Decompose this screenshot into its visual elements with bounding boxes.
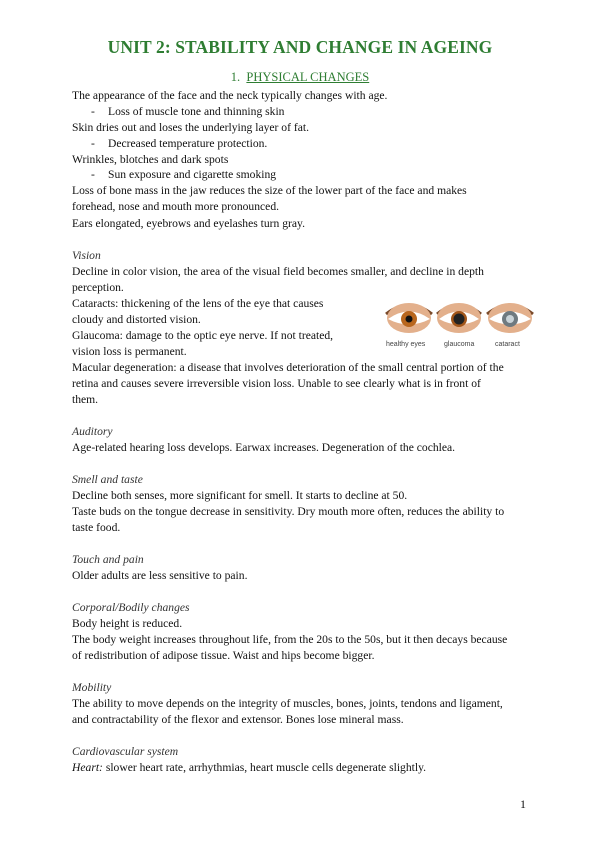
text-line: taste food. <box>72 521 121 534</box>
label-cataract: cataract <box>495 341 520 348</box>
text-line: and contractability of the flexor and extensor. Bones lose mineral mass. <box>72 713 404 726</box>
dash-glyph: - <box>91 137 95 150</box>
subheading-corporal: Corporal/Bodily changes <box>72 601 190 614</box>
text-line: The body weight increases throughout life, from the 20s to the 50s, but it then decays because <box>72 633 508 646</box>
text-line: them. <box>72 393 99 406</box>
text-line: perception. <box>72 281 124 294</box>
label-healthy-eyes: healthy eyes <box>386 341 426 348</box>
heart-text: slower heart rate, arrhythmias, heart muscle cells degenerate slightly. <box>102 761 427 774</box>
subheading-smell-taste: Smell and taste <box>72 473 143 486</box>
cataract-eye-icon <box>487 303 533 333</box>
text-line: Age-related hearing loss develops. Earwax increases. Degeneration of the cochlea. <box>72 441 456 454</box>
eyes-comparison-image <box>382 294 536 350</box>
text-line: of redistribution of adipose tissue. Waist and hips become bigger. <box>72 649 375 662</box>
label-glaucoma: glaucoma <box>444 341 475 348</box>
text-line: Decline both senses, more significant for smell. It starts to decline at 50. <box>72 489 408 502</box>
healthy-eye-icon <box>386 303 432 333</box>
text-line: Decline in color vision, the area of the visual field becomes smaller, and decline in depth <box>72 265 484 278</box>
subheading-mobility: Mobility <box>72 681 112 694</box>
text-line: Wrinkles, blotches and dark spots <box>72 153 229 166</box>
text-line: cloudy and distorted vision. <box>72 313 201 326</box>
page-title: UNIT 2: STABILITY AND CHANGE IN AGEING <box>107 37 493 57</box>
text-line: Macular degeneration: a disease that involves deterioration of the small central portion of the <box>72 361 504 374</box>
bullet-item <box>91 168 276 182</box>
bullet-item <box>91 137 267 151</box>
subheading-touch-pain: Touch and pain <box>72 553 144 566</box>
dash-glyph: - <box>91 105 95 118</box>
text-line <box>72 761 426 775</box>
bullet-text: Decreased temperature protection. <box>108 137 268 150</box>
section-label: PHYSICAL CHANGES <box>246 70 370 84</box>
page-number: 1 <box>520 797 526 811</box>
subheading-cardiovascular: Cardiovascular system <box>72 745 179 758</box>
text-line: Cataracts: thickening of the lens of the eye that causes <box>72 297 324 310</box>
text-line: Ears elongated, eyebrows and eyelashes turn gray. <box>72 217 305 230</box>
text-line: Glaucoma: damage to the optic eye nerve. If not treated, <box>72 329 334 342</box>
dash-glyph: - <box>91 168 95 181</box>
bullet-text: Sun exposure and cigarette smoking <box>108 168 277 181</box>
text-line: Taste buds on the tongue decrease in sensitivity. Dry mouth more often, reduces the ability to <box>72 505 505 518</box>
text-line: vision loss is permanent. <box>72 345 187 358</box>
text-line: Loss of bone mass in the jaw reduces the size of the lower part of the face and makes <box>72 184 467 197</box>
bullet-item <box>91 105 284 119</box>
text-line: retina and causes severe irreversible vision loss. Unable to see clearly what is in front of <box>72 377 481 390</box>
text-line: The ability to move depends on the integrity of muscles, bones, joints, tendons and ligament, <box>72 697 503 710</box>
text-line: forehead, nose and mouth more pronounced. <box>72 200 280 213</box>
text-line: Body height is reduced. <box>72 617 183 630</box>
text-line: Older adults are less sensitive to pain. <box>72 569 248 582</box>
subheading-vision: Vision <box>72 249 101 262</box>
subheading-auditory: Auditory <box>72 425 113 438</box>
heart-label: Heart: <box>72 761 103 774</box>
text-line: Skin dries out and loses the underlying layer of fat. <box>72 121 309 134</box>
section-number: 1. <box>230 70 241 84</box>
glaucoma-eye-icon <box>437 303 481 333</box>
section-heading <box>0 70 600 85</box>
text-line: The appearance of the face and the neck typically changes with age. <box>72 89 388 102</box>
bullet-text: Loss of muscle tone and thinning skin <box>108 105 285 118</box>
